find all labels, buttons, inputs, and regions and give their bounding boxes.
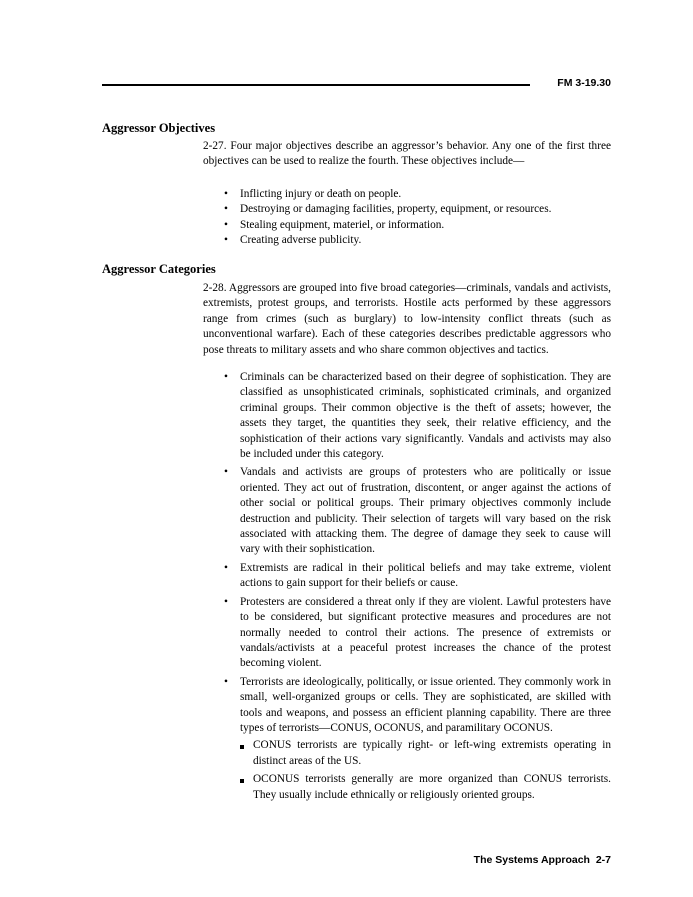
- list-item: • Terrorists are ideologically, politically, or issue oriented. They commonly work in small, well-organized groups or cells. They are sophisticated, are skilled with tools and weapons, and possess an efficient planning capability. There are three types of terrorists—CONUS, OCONUS, and paramilitary OCONUS. CONUS terrorists are typically right- or left-wing extremists operating in distinct areas of the US. OCONUS terrorists generally are more organized than CONUS terrorists. They usually include ethnically or religiously oriented groups.: [222, 675, 611, 803]
- bullet-icon: •: [224, 561, 228, 574]
- footer-page-number: 2-7: [595, 854, 611, 866]
- section-heading-objectives: Aggressor Objectives: [102, 121, 216, 135]
- bullet-icon: •: [224, 466, 228, 479]
- paragraph-2-27: 2-27. Four major objectives describe an aggressor’s behavior. Any one of the first three objectives can be used to realize the fourth. These objectives include—: [203, 140, 611, 168]
- list-item: • Criminals can be characterized based on their degree of sophistication. They are classified as unsophisticated criminals, sophisticated criminals, and organized criminal groups. Their common objective is the theft of assets; however, the assets they target, the quantities they seek, their relative efficiency, and the sophistication of their actions vary significantly. Vandals and activists may also be included under this category.: [224, 371, 611, 461]
- list-item: • Stealing equipment, materiel, or information.: [222, 218, 611, 233]
- paragraph-2-28: 2-28. Aggressors are grouped into five broad categories—criminals, vandals and activists, extremists, protest groups, and terrorists. Hostile acts performed by these aggressors range from crimes (such as burglary) to low-intensity conflict threats (such as unconventional warfare). Each of these categories describes predictable aggressors who pose threats to military assets and who share common objectives and tactics.: [203, 282, 611, 356]
- square-bullet-icon: [240, 745, 244, 749]
- bullet-icon: •: [224, 371, 228, 383]
- list-item: • Extremists are radical in their political beliefs and may take extreme, violent actions to gain support for their beliefs or cause.: [224, 561, 611, 590]
- footer-section-title: The Systems Approach: [473, 854, 590, 866]
- bullet-icon: •: [224, 234, 228, 247]
- terrorist-types-sublist: [240, 738, 611, 803]
- bullet-icon: •: [224, 203, 228, 216]
- list-item: • Protesters are considered a threat only if they are violent. Lawful protesters have to be considered, but significant protective measures and procedures are not normally needed to control their actions. The presence of extremists or vandals/activists at a peaceful protest increases the chance of the protest becoming violent.: [224, 595, 611, 670]
- list-item: • Destroying or damaging facilities, property, equipment, or resources.: [222, 202, 611, 217]
- list-item: • Vandals and activists are groups of protesters who are politically or issue oriented. They act out of frustration, discontent, or anger against the actions of other social or political groups. Their primary objectives commonly include destruction and publicity. Their selection of targets will vary based on the risk associated with attacking them. The degree of damage they seek to cause will vary with their sophistication.: [224, 466, 611, 556]
- page-footer: [474, 854, 611, 866]
- bullet-icon: •: [224, 675, 228, 688]
- header-rule: [102, 84, 530, 86]
- square-bullet-icon: [240, 779, 244, 783]
- list-item: CONUS terrorists are typically right- or left-wing extremists operating in distinct areas of the US.: [240, 738, 611, 769]
- section-heading-categories: Aggressor Categories: [102, 262, 216, 276]
- list-item: OCONUS terrorists generally are more organized than CONUS terrorists. They usually include ethnically or religiously oriented groups.: [240, 772, 611, 803]
- bullet-icon: •: [224, 218, 228, 231]
- bullet-icon: •: [224, 595, 228, 608]
- list-item: • Inflicting injury or death on people.: [222, 187, 611, 202]
- bullet-icon: •: [224, 188, 228, 200]
- header-doc-id: FM 3-19.30: [557, 77, 611, 89]
- list-item: • Creating adverse publicity.: [222, 233, 611, 248]
- objectives-bullet-list: [222, 187, 611, 249]
- categories-bullet-list: [222, 370, 611, 806]
